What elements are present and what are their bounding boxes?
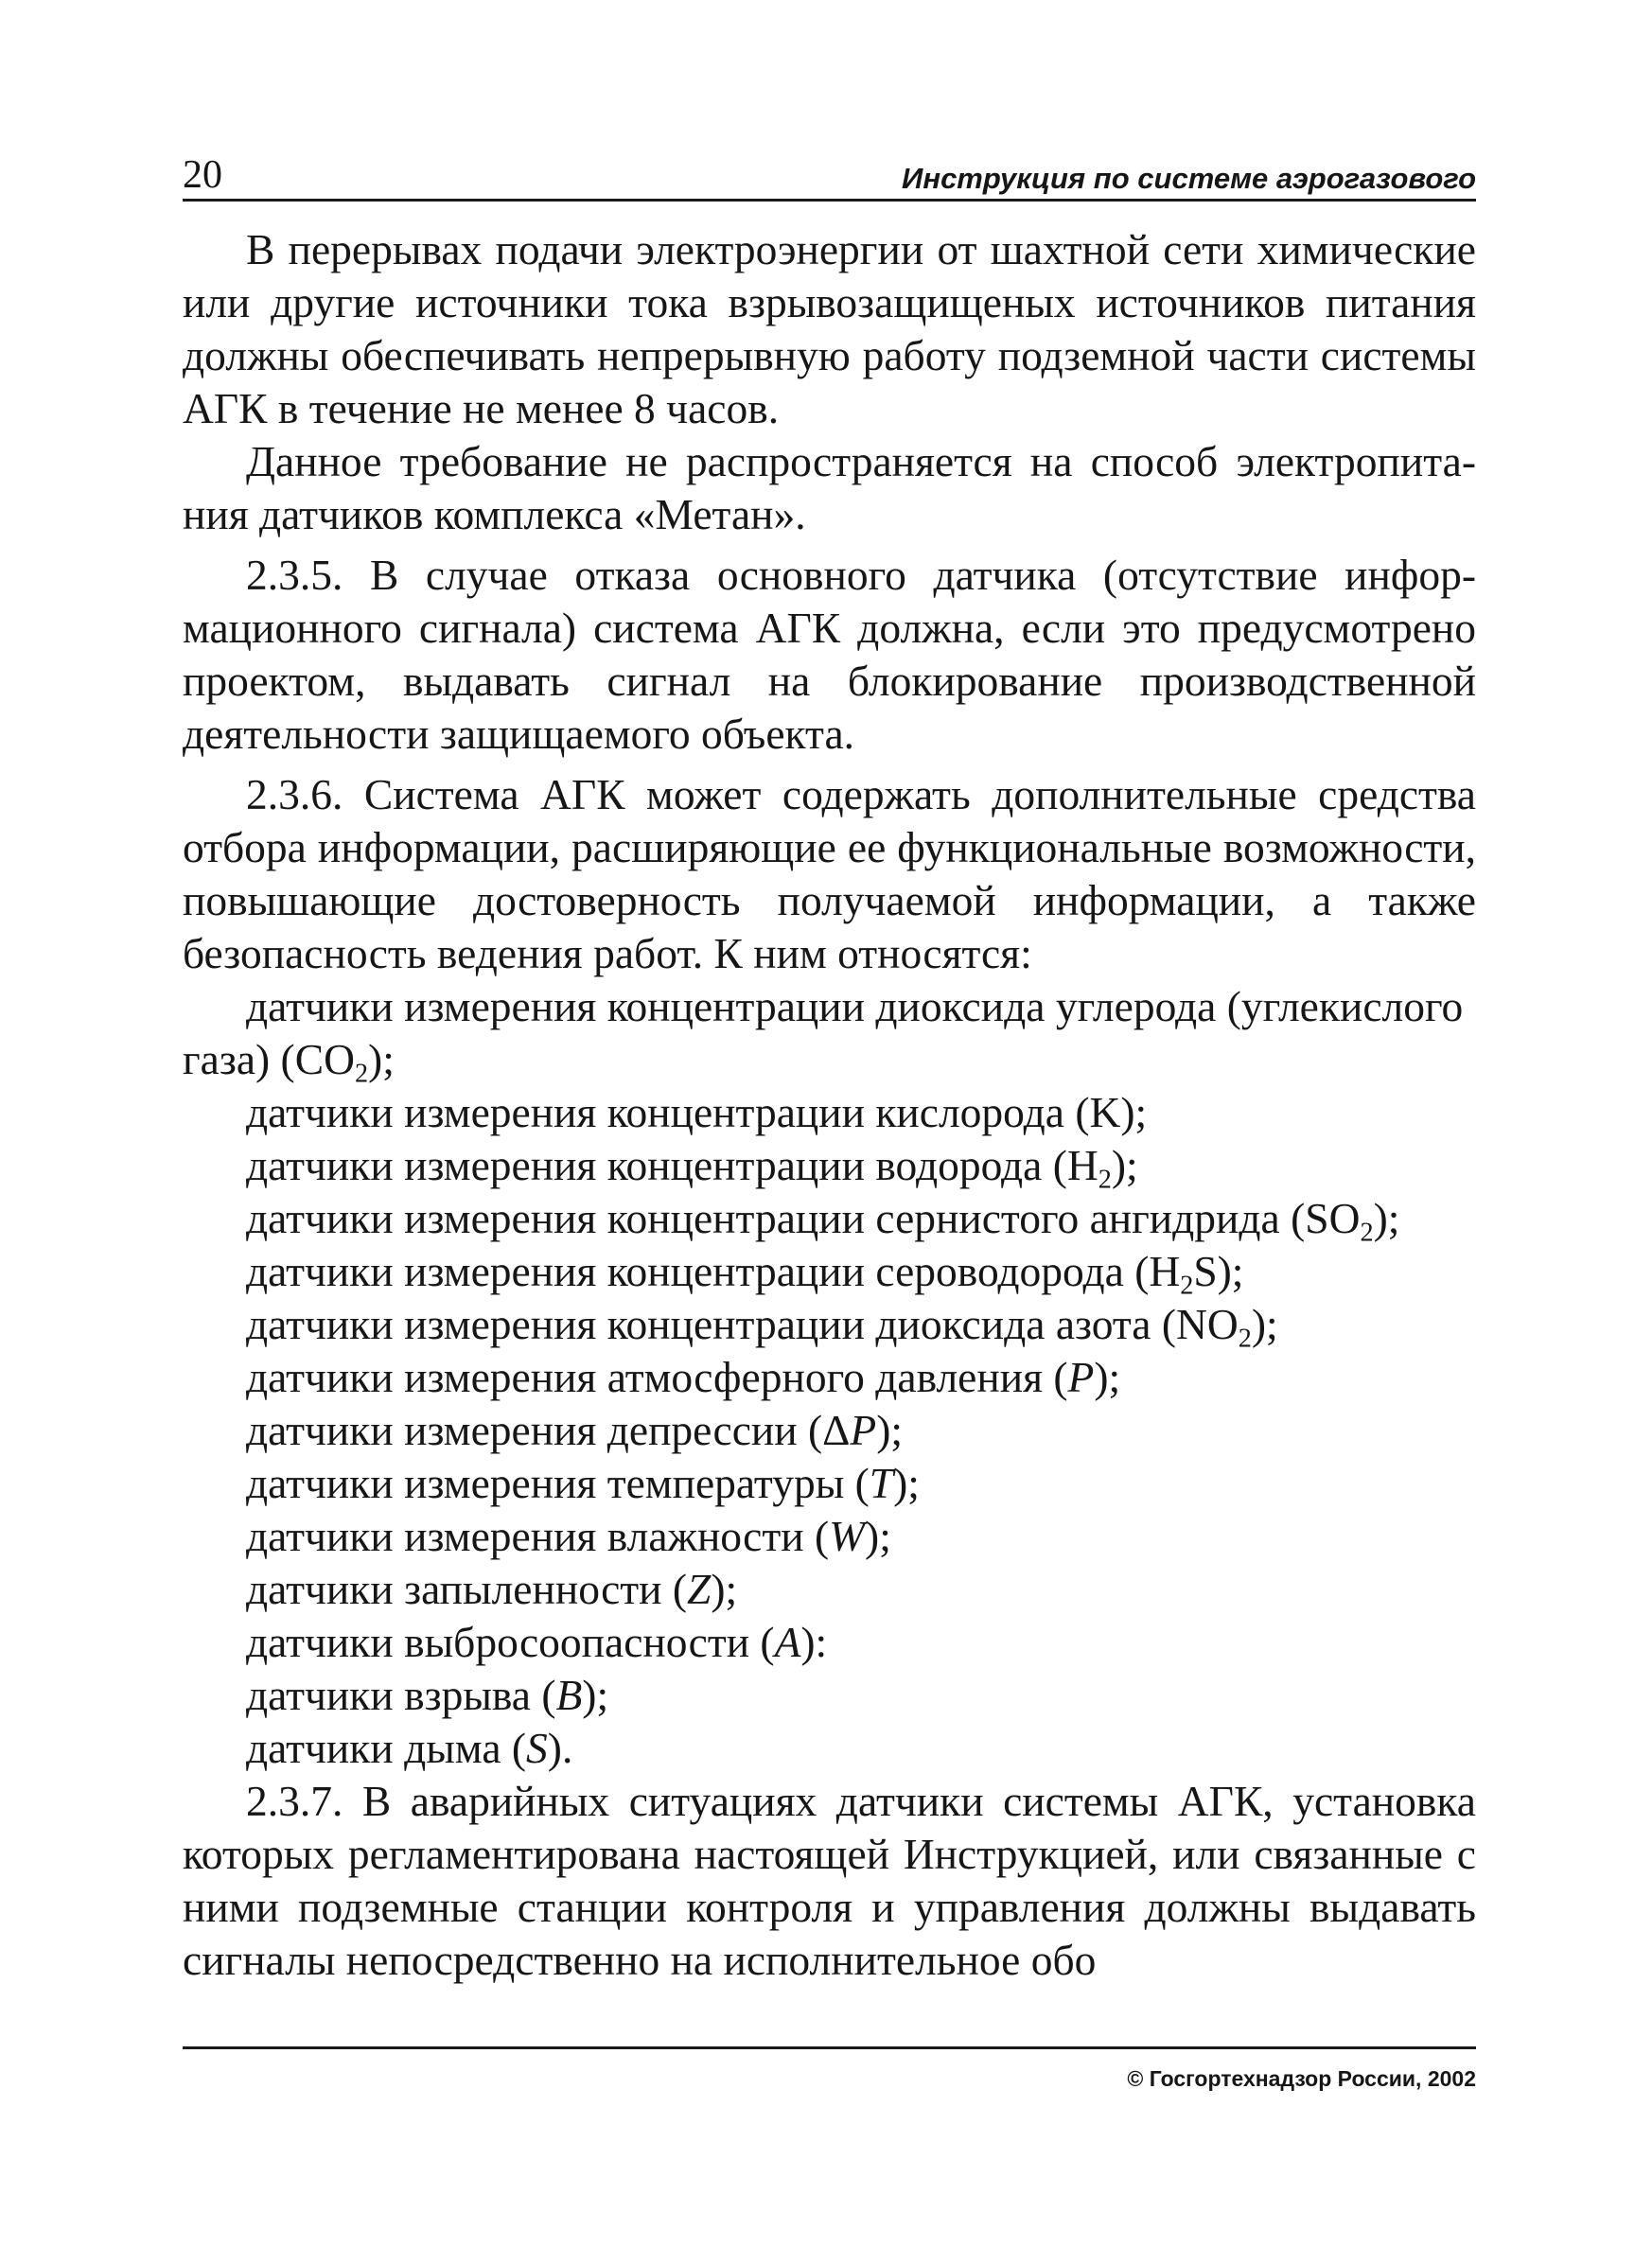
sensor-text: датчики измерения депрессии (Δ xyxy=(246,1406,851,1454)
paragraph-2-3-6: 2.3.6. Система АГК может содержать дополнительные средства отбора информации, расширяющие ее функциональные возможности, повышающие достоверность получаемой информации, а также безопасность ведения работ. К ним относятся: xyxy=(183,770,1476,977)
sensor-item-depression: датчики измерения депрессии (ΔP); xyxy=(246,1406,903,1454)
page-number: 20 xyxy=(183,153,222,197)
sensor-text: датчики запыленности ( xyxy=(246,1565,688,1613)
paragraph-metan-exception: Данное требование не распространяется на способ электропитания датчиков комплекса «Метан». xyxy=(183,437,1476,538)
sensor-text: датчики измерения влажности ( xyxy=(246,1512,830,1560)
sensor-text: датчики измерения атмосферного давления ( xyxy=(246,1353,1068,1401)
sensor-text: датчики измерения концентрации водорода ( xyxy=(246,1141,1067,1189)
sensor-formula: $SO_2$ xyxy=(1305,1194,1374,1248)
sensor-item-pressure: датчики измерения атмосферного давления (P); xyxy=(246,1353,1121,1401)
sensor-text: датчики измерения концентрации диоксида углерода (углекислого газа) ( xyxy=(183,982,1464,1083)
sensor-item-so2: датчики измерения концентрации сернистого ангидрида $(SO_2)$; xyxy=(246,1194,1400,1248)
sensor-item-co2: датчики измерения концентрации диоксида углерода (углекислого газа) $(CO_2)$; xyxy=(183,982,1464,1089)
sensor-symbol: A xyxy=(774,1618,801,1666)
copyright-notice: © Госгортехнадзор России, 2002 xyxy=(1127,2066,1476,2091)
sensor-text: датчики выбросоопасности ( xyxy=(246,1618,775,1666)
sensor-formula: $H_2$ xyxy=(1066,1141,1112,1195)
sensor-symbol: Z xyxy=(687,1565,712,1613)
sensor-item-dust: датчики запыленности (Z); xyxy=(246,1565,738,1613)
running-title: Инструкция по системе аэрогазового xyxy=(902,162,1476,195)
sensor-formula: $H_2S$ xyxy=(1149,1247,1218,1301)
body-text xyxy=(183,223,1476,1987)
sensor-symbol: P xyxy=(850,1406,877,1454)
sensor-item-smoke: датчики дыма (S). xyxy=(246,1724,573,1772)
sensor-symbol: W xyxy=(829,1512,866,1560)
sensor-item-explosion: датчики взрыва (B); xyxy=(246,1671,609,1719)
sensor-symbol: P xyxy=(1067,1353,1095,1401)
sensor-formula: $NO_2$ xyxy=(1176,1300,1252,1354)
sensor-text: датчики измерения концентрации сернистого ангидрида ( xyxy=(246,1194,1306,1242)
sensor-formula: K xyxy=(1089,1088,1121,1136)
sensor-item-outburst: датчики выбросоопасности (A): xyxy=(246,1618,828,1666)
sensor-item-h2s: датчики измерения концентрации сероводорода $(H_2S)$; xyxy=(246,1247,1244,1301)
sensor-text: датчики измерения концентрации сероводорода ( xyxy=(246,1247,1150,1295)
paragraph-power-backup: В перерывах подачи электроэнергии от шахтной сети химические или другие источники тока взрывозащищеных источников питания должны обеспечивать непрерывную работу подземной части системы АГК в течение не менее 8 часов. xyxy=(183,225,1476,432)
sensor-symbol: S xyxy=(526,1724,548,1772)
sensor-text: датчики измерения концентрации кислорода ( xyxy=(246,1088,1090,1136)
sensor-symbol: T xyxy=(869,1459,894,1507)
paragraph-2-3-5: 2.3.5. В случае отказа основного датчика (отсутствие информационного сигнала) система АГК должна, если это предусмотрено проектом, выдавать сигнал на блокирование производственной деятельности защищаемого объекта. xyxy=(183,551,1476,758)
paragraph-2-3-7: 2.3.7. В аварийных ситуациях датчики системы АГК, установка которых регламентирована настоящей Инструкцией, или связанные с ними подземные станции контроля и управления должны выдавать сигналы непосредственно на исполнительное обо xyxy=(183,1777,1476,1984)
sensor-formula: $CO_2$ xyxy=(294,1035,369,1089)
sensor-item-h2: датчики измерения концентрации водорода $(H_2)$; xyxy=(246,1141,1138,1195)
sensor-list xyxy=(183,980,1476,1775)
sensor-item-k: датчики измерения концентрации кислорода (K); xyxy=(246,1088,1148,1136)
sensor-text: датчики измерения температуры ( xyxy=(246,1459,870,1507)
sensor-symbol: B xyxy=(555,1671,583,1719)
sensor-item-no2: датчики измерения концентрации диоксида азота $(NO_2)$; xyxy=(246,1300,1278,1354)
running-header xyxy=(183,149,1476,202)
sensor-item-temperature: датчики измерения температуры (T); xyxy=(246,1459,920,1507)
footer-rule xyxy=(183,2046,1476,2091)
sensor-text: датчики измерения концентрации диоксида азота ( xyxy=(246,1300,1177,1348)
sensor-item-humidity: датчики измерения влажности (W); xyxy=(246,1512,891,1560)
sensor-text: датчики дыма ( xyxy=(246,1724,527,1772)
sensor-text: датчики взрыва ( xyxy=(246,1671,556,1719)
